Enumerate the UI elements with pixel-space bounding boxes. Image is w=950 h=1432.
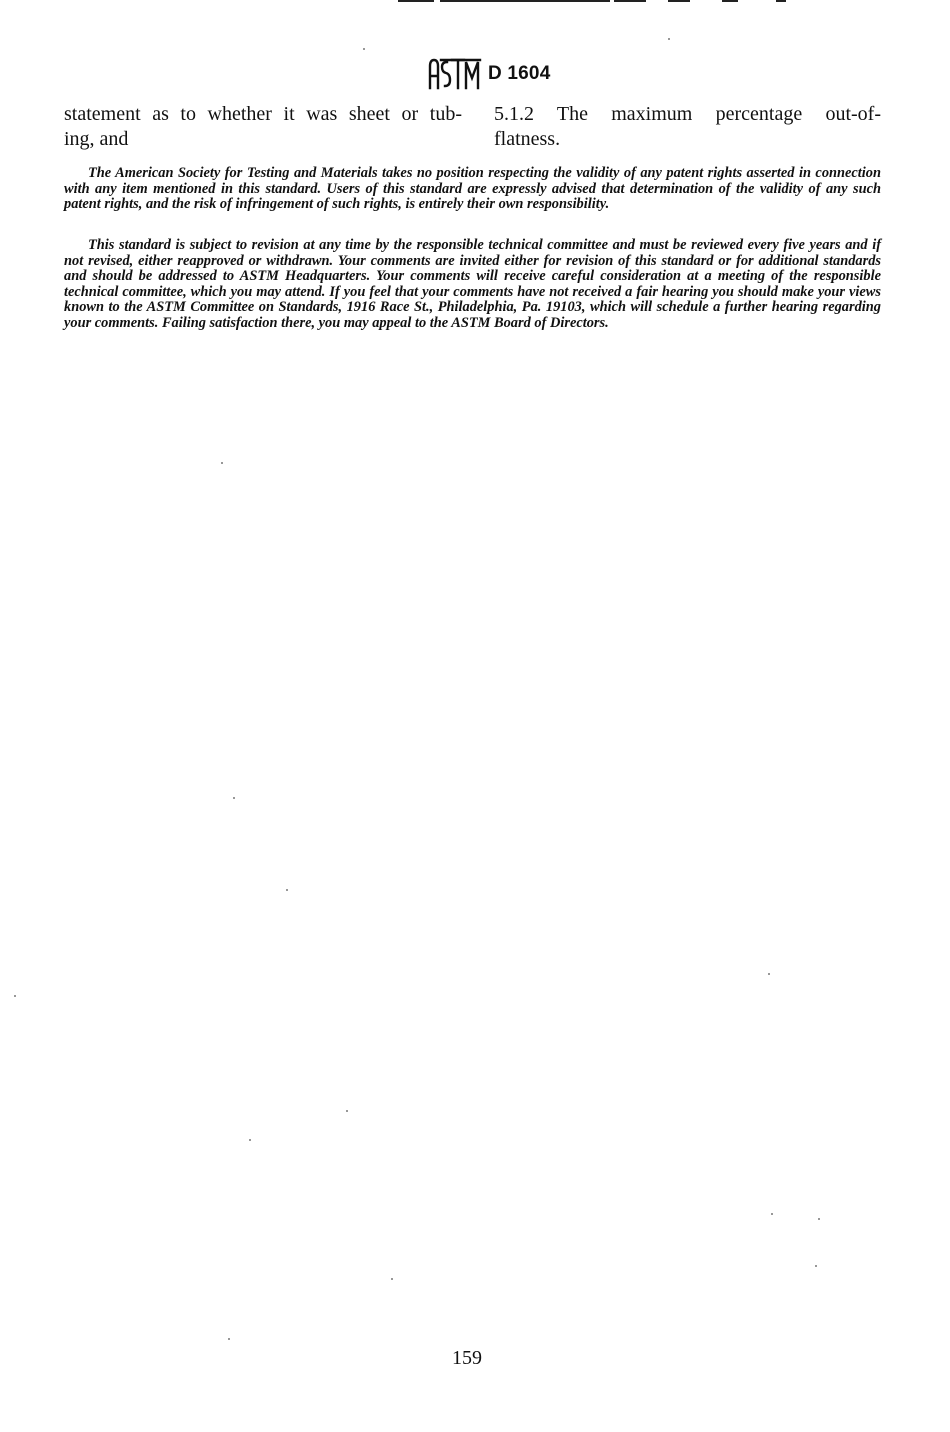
astm-logo [427, 56, 485, 90]
section-5-1-2-line-2: flatness. [494, 128, 561, 150]
scan-speck [286, 889, 288, 891]
scan-speck [228, 1338, 230, 1340]
scan-speck [818, 1218, 820, 1220]
scan-speck [668, 38, 670, 40]
scan-speck [815, 1265, 817, 1267]
scan-speck [768, 973, 770, 975]
right-column-text [494, 102, 881, 152]
document-designation: D 1604 [488, 63, 551, 84]
scan-speck [233, 797, 235, 799]
document-header [0, 56, 950, 96]
page-number: 159 [452, 1347, 482, 1369]
revision-notice [64, 238, 881, 332]
svg-text:ASTM: ASTM [427, 56, 430, 57]
scan-speck [249, 1139, 251, 1141]
patent-notice [64, 166, 881, 213]
scan-rule [776, 0, 786, 2]
scan-rule [398, 0, 434, 2]
patent-notice-text: The American Society for Testing and Materials takes no position respecting the validity of any patent rights asserted in connection with any item mentioned in this standard. Users of this standard are expressly advised that determination of the validity of any such patent rights, and the risk of infringement of such rights, is entirely their own responsibility. [64, 165, 881, 213]
scan-rule [614, 0, 646, 2]
scan-rule [668, 0, 690, 2]
left-column-line-2: ing, and [64, 128, 129, 150]
scan-rule [440, 0, 610, 2]
scan-speck [391, 1278, 393, 1280]
left-column-text [64, 102, 462, 152]
scan-speck [221, 462, 223, 464]
section-5-1-2-line-1: 5.1.2 The maximum percentage out-of- [494, 103, 881, 125]
scan-speck [14, 995, 16, 997]
scan-rule [722, 0, 738, 2]
scan-speck [346, 1110, 348, 1112]
revision-notice-text: This standard is subject to revision at any time by the responsible technical committee and must be reviewed every five years and if not revised, either reapproved or withdrawn. Your comments are invited either for revision of this standard or for additional standards and should be addressed to ASTM Headquarters. Your comments will receive careful consideration at a meeting of the responsible technical committee, which you may attend. If you feel that your comments have not received a fair hearing you should make your views known to the ASTM Committee on Standards, 1916 Race St., Philadelphia, Pa. 19103, which will schedule a further hearing regarding your comments. Failing satisfaction there, you may appeal to the ASTM Board of Directors. [64, 237, 881, 331]
scan-speck [771, 1213, 773, 1215]
left-column-line-1: statement as to whether it was sheet or tub- [64, 103, 462, 125]
scan-speck [363, 48, 365, 50]
